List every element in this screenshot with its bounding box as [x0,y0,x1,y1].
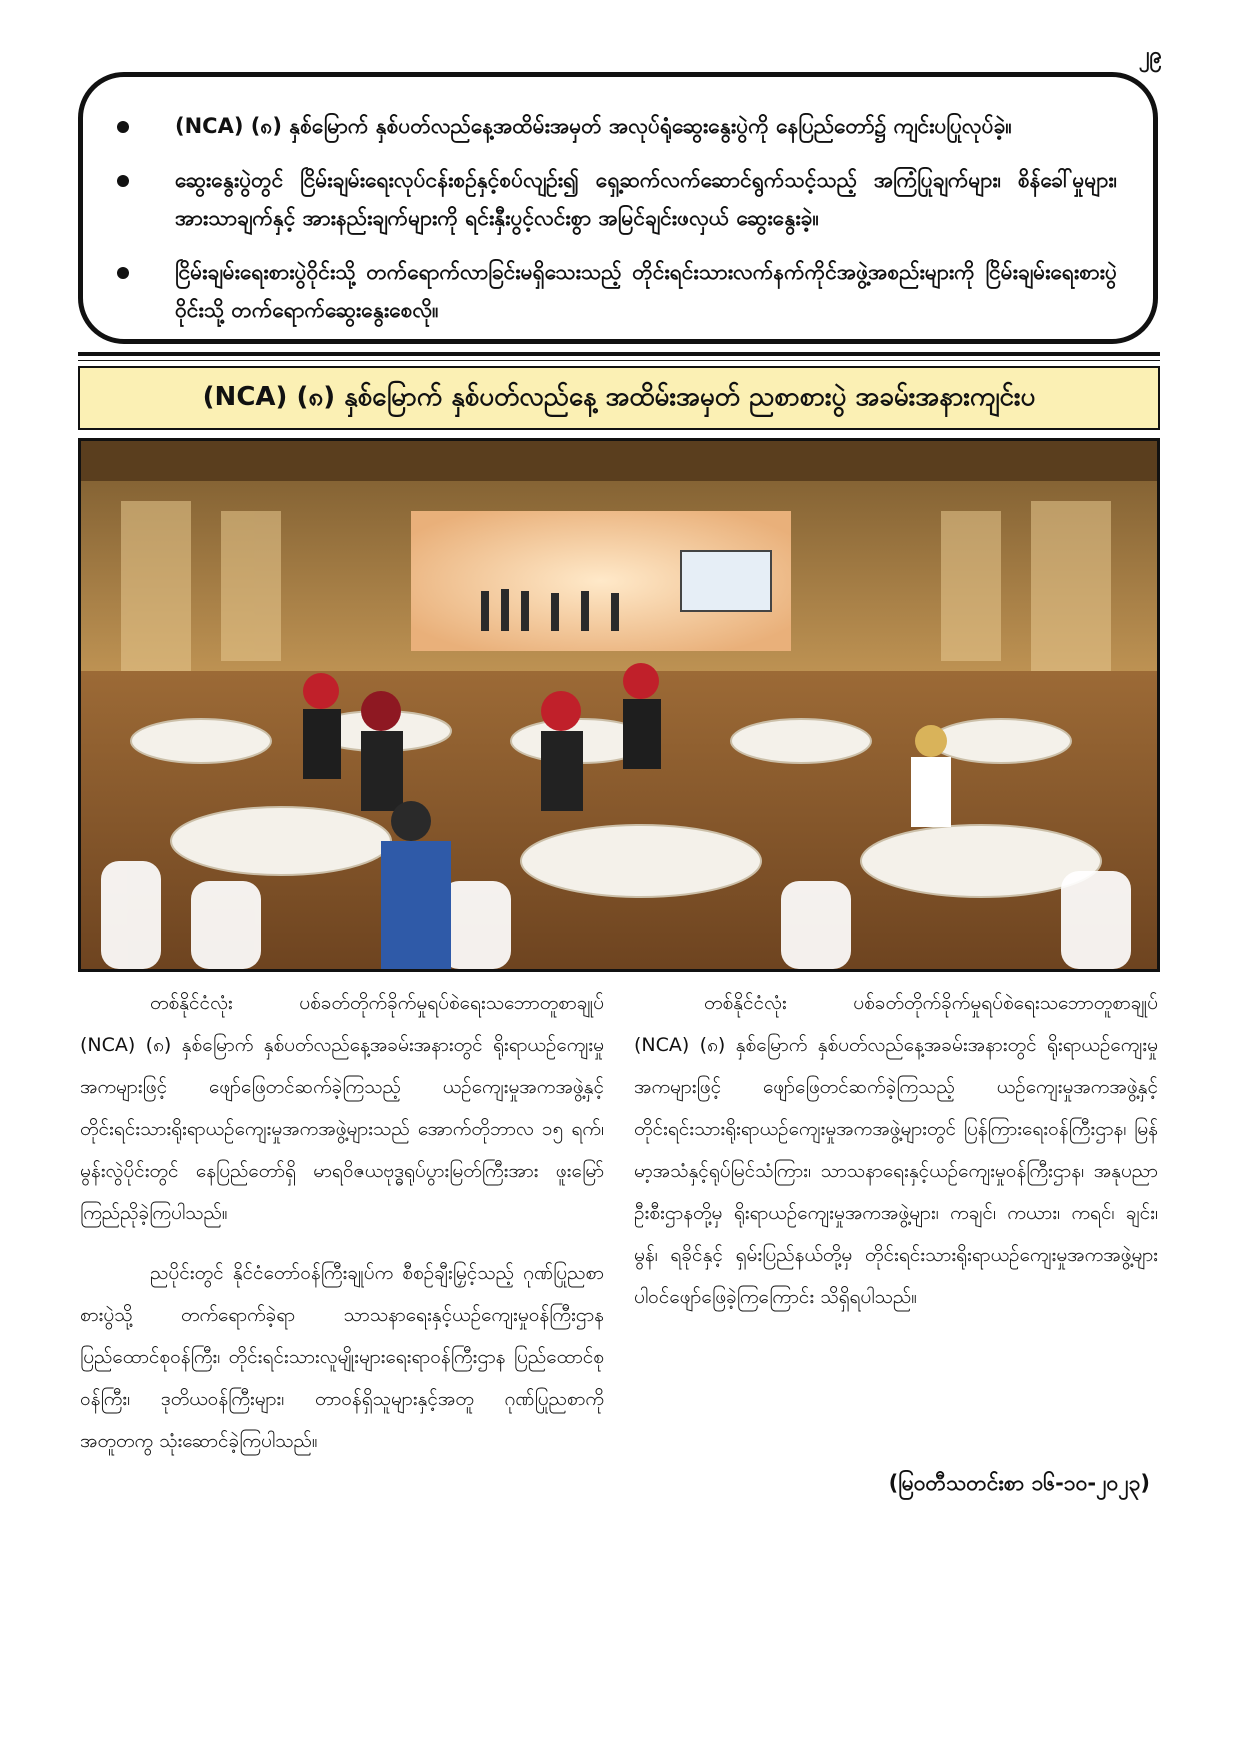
article-paragraph: တစ်နိုင်ငံလုံး ပစ်ခတ်တိုက်ခိုက်မှုရပ်စဲရေးသဘောတူစာချုပ် (NCA) (၈) နှစ်မြောက် နှစ်ပတ်လည်နေ့အခမ်းအနားတွင် ရိုးရာယဉ်ကျေးမှုအကများဖြင့် ဖျော်ဖြေတင်ဆက်ခဲ့ကြသည့် ယဉ်ကျေးမှုအကအဖွဲ့နှင့် တိုင်းရင်းသားရိုးရာယဉ်ကျေးမှုအကအဖွဲ့များသည် အောက်တိုဘာလ ၁၅ ရက်၊ မွန်းလွဲပိုင်းတွင် နေပြည်တော်ရှိ မာရဝိဇယဗုဒ္ဓရုပ်ပွားမြတ်ကြီးအား ဖူးမြော်ကြည်ညိုခဲ့ကြပါသည်။ [80,992,604,1224]
section-divider [78,352,1160,356]
event-photo [78,438,1160,972]
summary-bullet-item [115,107,1117,145]
summary-bullet-item [115,161,1117,237]
summary-bullet-text: (NCA) (၈) နှစ်မြောက် နှစ်ပတ်လည်နေ့အထိမ်းအမှတ် အလုပ်ရုံဆွေးနွေးပွဲကို နေပြည်တော်၌ ကျင်းပပြုလုပ်ခဲ့။ [175,114,1012,138]
article-paragraph: တစ်နိုင်ငံလုံး ပစ်ခတ်တိုက်ခိုက်မှုရပ်စဲရေးသဘောတူစာချုပ် (NCA) (၈) နှစ်မြောက် နှစ်ပတ်လည်နေ့အခမ်းအနားတွင် ရိုးရာယဉ်ကျေးမှုအကများဖြင့် ဖျော်ဖြေတင်ဆက်ခဲ့ကြသည့် ယဉ်ကျေးမှုအကအဖွဲ့နှင့် တိုင်းရင်းသားရိုးရာယဉ်ကျေးမှုအကအဖွဲ့များတွင် ပြန်ကြားရေးဝန်ကြီးဌာန၊ မြန်မာ့အသံနှင့်ရုပ်မြင်သံကြား၊ သာသနာရေးနှင့်ယဉ်ကျေးမှုဝန်ကြီးဌာန၊ အနုပညာဦးစီးဌာနတို့မှ ရိုးရာယဉ်ကျေးမှုအကအဖွဲ့များ၊ ကချင်၊ ကယား၊ ကရင်၊ ချင်း၊ မွန်၊ ရခိုင်နှင့် ရှမ်းပြည်နယ်တို့မှ တိုင်းရင်းသားရိုးရာယဉ်ကျေးမှုအကအဖွဲ့များ ပါဝင်ဖျော်ဖြေခဲ့ကြကြောင်း သိရှိရပါသည်။ [634,992,1158,1308]
summary-list [115,107,1117,329]
bullet-icon [117,175,129,187]
banquet-hall-illustration [81,441,1157,969]
summary-box [78,72,1158,344]
summary-bullet-text: ဆွေးနွေးပွဲတွင် ငြိမ်းချမ်းရေးလုပ်ငန်းစဉ်နှင့်စပ်လျဉ်း၍ ရှေ့ဆက်လက်ဆောင်ရွက်သင့်သည့် အကြံပြုချက်များ၊ စိန်ခေါ်မှုများ၊ အားသာချက်နှင့် အားနည်းချက်များကို ရင်းနှီးပွင့်လင်းစွာ အမြင်ချင်းဖလှယ် ဆွေးနွေးခဲ့။ [175,168,1117,230]
bullet-icon [117,267,129,279]
article-column-left [80,982,604,1480]
bullet-icon [117,121,129,133]
article-paragraph: ညပိုင်းတွင် နိုင်ငံတော်ဝန်ကြီးချုပ်က စီစဉ်ချီးမြှင့်သည့် ဂုဏ်ပြုညစာစားပွဲသို့ တက်ရောက်ခဲ့ရာ သာသနာရေးနှင့်ယဉ်ကျေးမှုဝန်ကြီးဌာန ပြည်ထောင်စုဝန်ကြီး၊ တိုင်းရင်းသားလူမျိုးများရေးရာဝန်ကြီးဌာန ပြည်ထောင်စုဝန်ကြီး၊ ဒုတိယဝန်ကြီးများ၊ တာဝန်ရှိသူများနှင့်အတူ ဂုဏ်ပြုညစာကို အတူတကွ သုံးဆောင်ခဲ့ကြပါသည်။ [80,1262,604,1452]
article-source: (မြဝတီသတင်းစာ ၁၆-၁၀-၂၀၂၃) [888,1471,1150,1495]
section-divider-thin [78,360,1160,361]
page-number: ၂၉ [1138,43,1162,68]
summary-bullet-item [115,253,1117,329]
article-column-right [634,982,1158,1336]
summary-bullet-text: ငြိမ်းချမ်းရေးစားပွဲဝိုင်းသို့ တက်ရောက်လာခြင်းမရှိသေးသည့် တိုင်းရင်းသားလက်နက်ကိုင်အဖွဲ့အစည်းများကို ငြိမ်းချမ်းရေးစားပွဲဝိုင်းသို့ တက်ရောက်ဆွေးနွေးစေလို။ [175,260,1117,322]
article-headline: (NCA) (၈) နှစ်မြောက် နှစ်ပတ်လည်နေ့ အထိမ်းအမှတ် ညစာစားပွဲ အခမ်းအနားကျင်းပ [78,366,1160,430]
